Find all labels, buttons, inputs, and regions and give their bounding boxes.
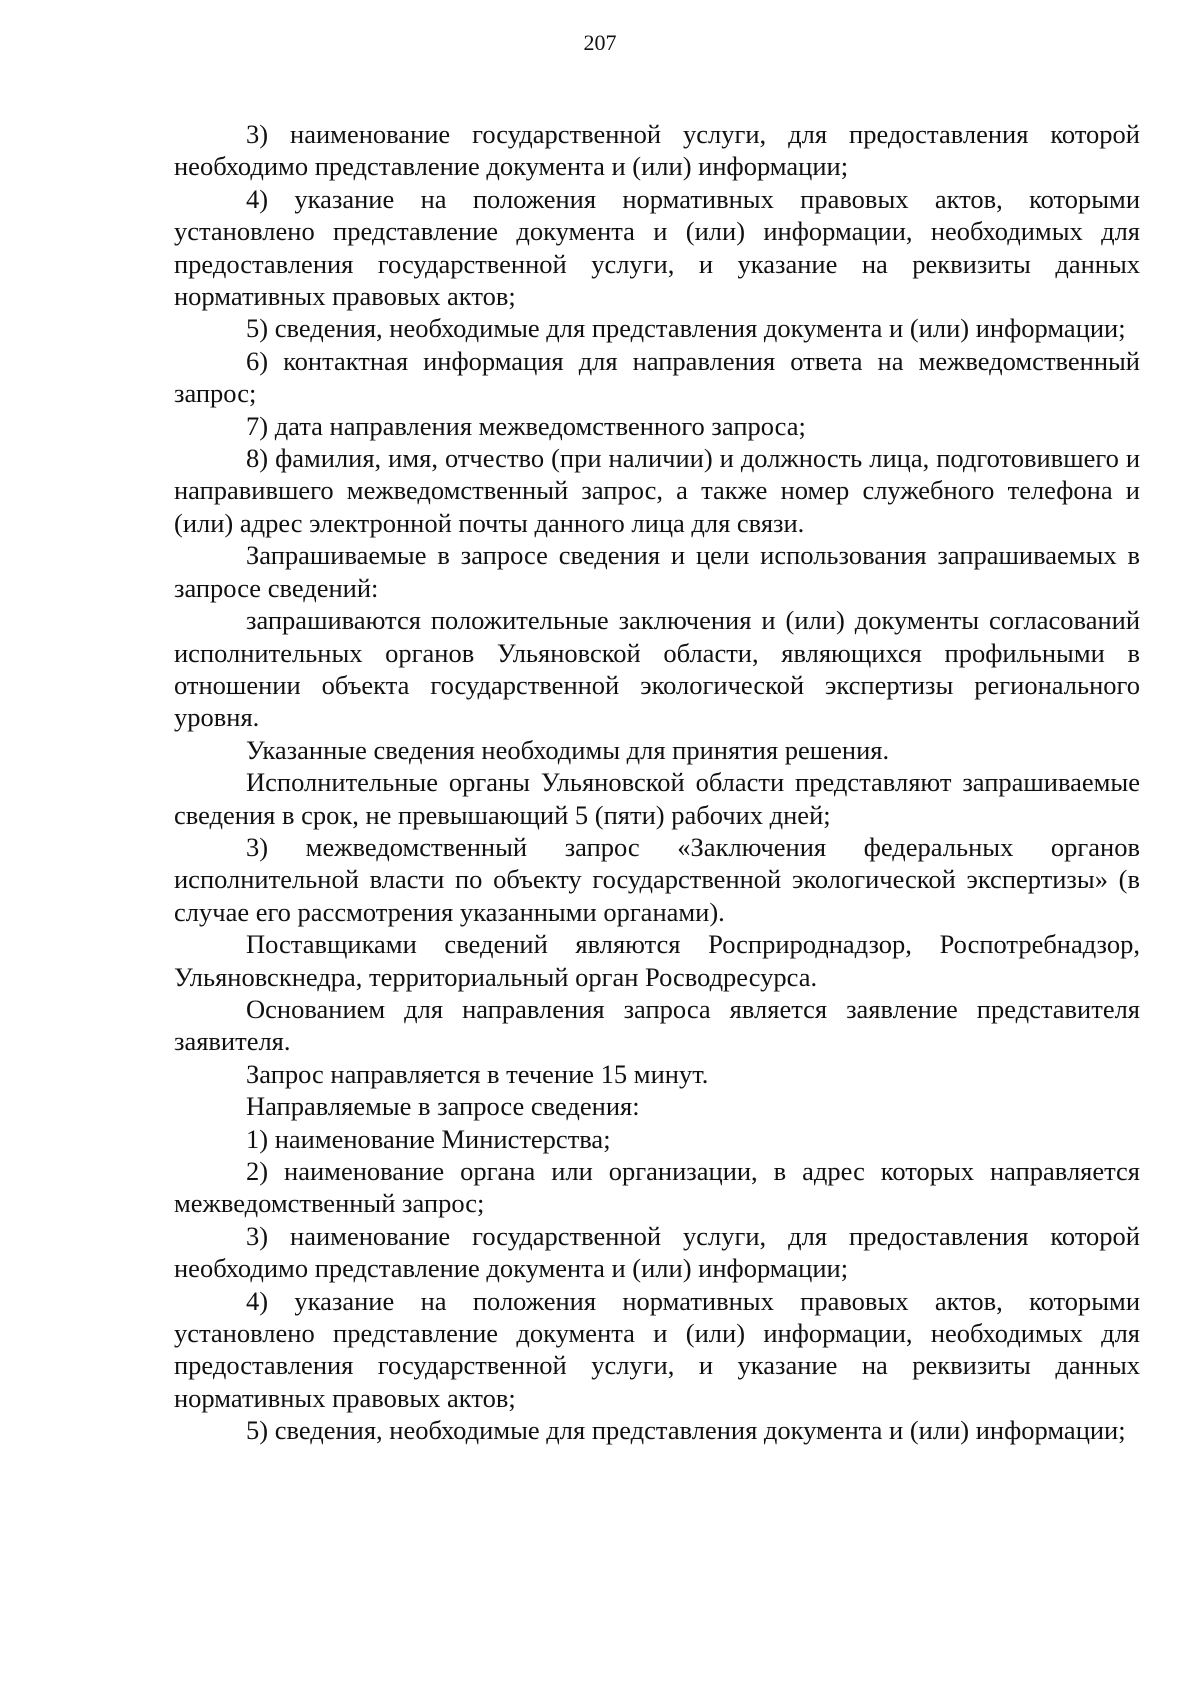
paragraph: 8) фамилия, имя, отчество (при наличии) и должность лица, подготовившего и направившего межведомственный запрос, а также номер служебного телефона и (или) адрес электронной почты данного лица для связи. — [174, 443, 1140, 538]
paragraph: 3) наименование государственной услуги, для предоставления которой необходимо представление документа и (или) информации; — [174, 1220, 1140, 1284]
paragraph: Указанные сведения необходимы для принятия решения. — [246, 734, 890, 765]
paragraph: Основанием для направления запроса является заявление представителя заявителя. — [174, 993, 1140, 1057]
paragraph: Запрос направляется в течение 15 минут. — [246, 1058, 709, 1089]
paragraph: Направляемые в запросе сведения: — [246, 1091, 640, 1122]
paragraph: 3) наименование государственной услуги, для предоставления которой необходимо представление документа и (или) информации; — [174, 119, 1140, 182]
page-number: 207 — [583, 30, 617, 55]
paragraph: 5) сведения, необходимые для представления документа и (или) информации; — [246, 313, 1126, 344]
paragraph: 7) дата направления межведомственного запроса; — [246, 410, 806, 441]
paragraph: Поставщиками сведений являются Росприроднадзор, Роспотребнадзор, Ульяновскнедра, территориальный орган Росводресурса. — [174, 929, 1140, 992]
paragraph: 2) наименование органа или организации, в адрес которых направляется межведомственный запрос; — [174, 1156, 1140, 1219]
paragraph: 6) контактная информация для направления ответа на межведомственный запрос; — [174, 345, 1140, 409]
paragraph: 4) указание на положения нормативных правовых актов, которыми установлено представление документа и (или) информации, необходимых для предоставления государственной услуги, и указание на реквизиты данных нормативных правовых актов; — [174, 1285, 1140, 1413]
paragraph: Запрашиваемые в запросе сведения и цели использования запрашиваемых в запросе сведений: — [174, 540, 1140, 603]
paragraph: запрашиваются положительные заключения и (или) документы согласований исполнительных органов Ульяновской области, являющихся профильными в отношении объекта государственной экологической экспертизы регионального уровня. — [174, 605, 1140, 733]
paragraph: 1) наименование Министерства; — [246, 1123, 611, 1154]
paragraph: 4) указание на положения нормативных правовых актов, которыми установлено представление документа и (или) информации, необходимых для предоставления государственной услуги, и указание на реквизиты данных нормативных правовых актов; — [174, 183, 1140, 312]
paragraph: 5) сведения, необходимые для представления документа и (или) информации; — [246, 1415, 1126, 1446]
paragraph: 3) межведомственный запрос «Заключения федеральных органов исполнительной власти по объекту государственной экологической экспертизы» (в случае его рассмотрения указанными органами). — [174, 831, 1140, 927]
document-body — [174, 118, 1140, 1447]
paragraph: Исполнительные органы Ульяновской области представляют запрашиваемые сведения в срок, не превышающий 5 (пяти) рабочих дней; — [174, 767, 1140, 830]
